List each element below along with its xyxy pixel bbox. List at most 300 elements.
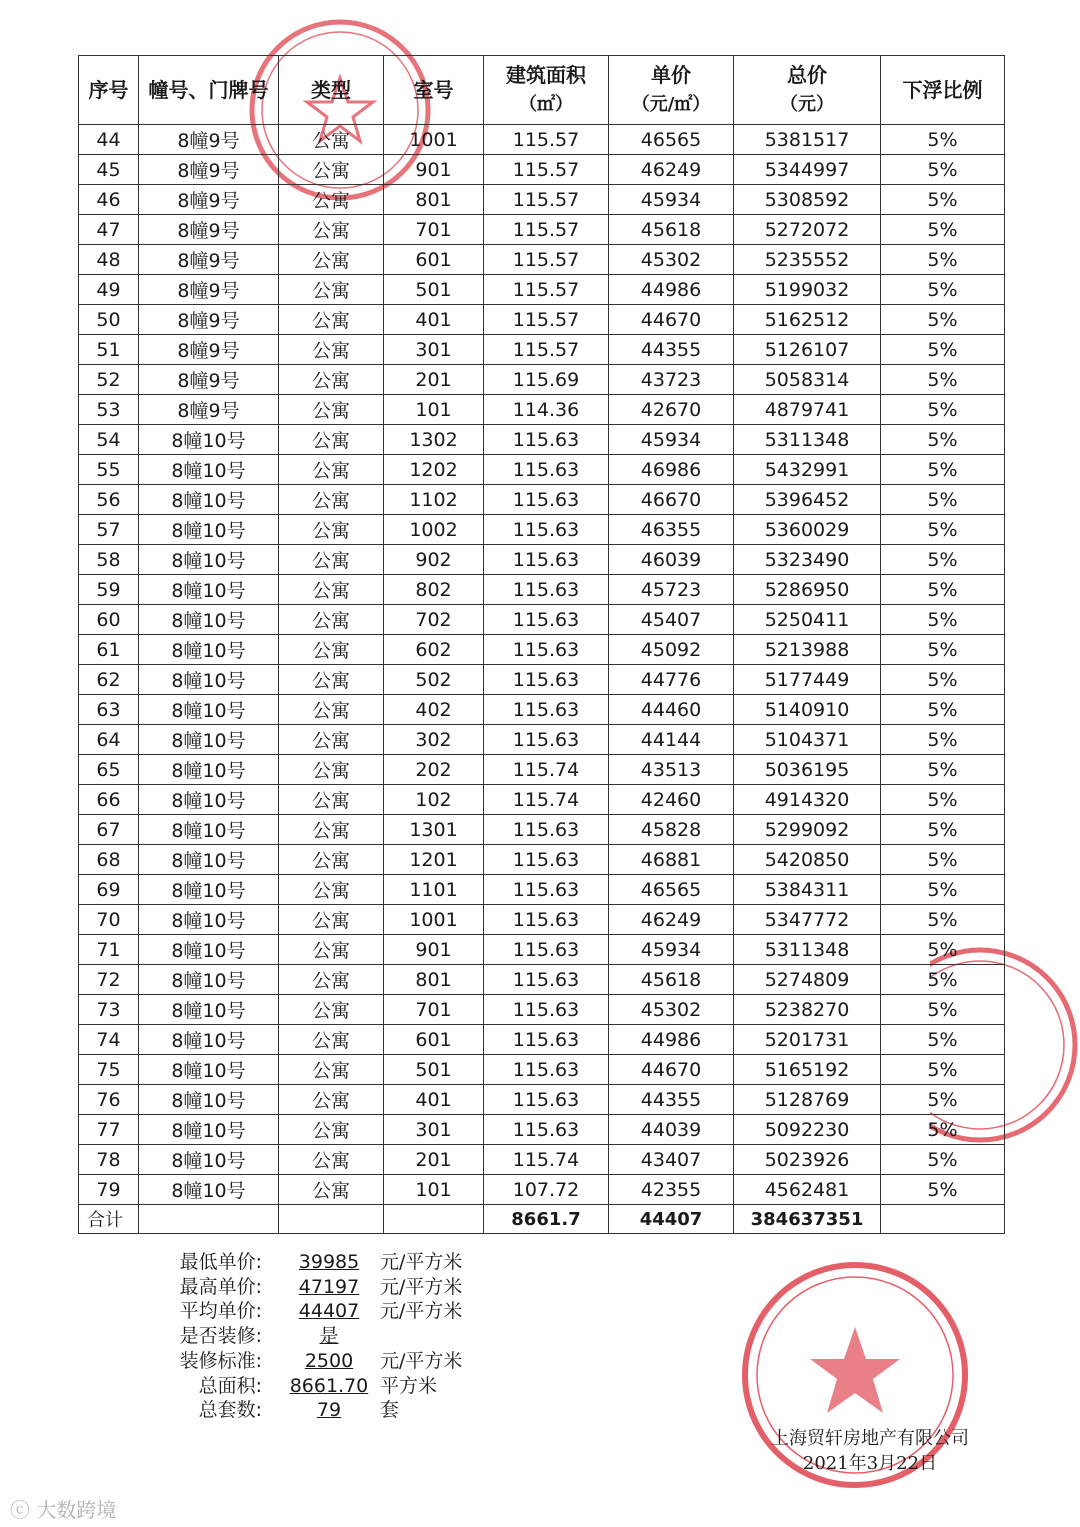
cell-area: 115.63 <box>484 635 609 665</box>
cell-seq: 60 <box>79 605 139 635</box>
cell-building-door: 8幢10号 <box>139 905 279 935</box>
cell-type: 公寓 <box>279 125 384 155</box>
cell-building-door: 8幢9号 <box>139 365 279 395</box>
table-row <box>79 1115 1005 1145</box>
cell-total-price: 5165192 <box>734 1055 881 1085</box>
table-row <box>79 995 1005 1025</box>
table-row <box>79 425 1005 455</box>
header-label: 建筑面积 <box>506 63 586 87</box>
header-type <box>279 56 384 125</box>
table-row <box>79 1175 1005 1205</box>
cell-room: 602 <box>384 635 484 665</box>
cell-unit-price: 46355 <box>609 515 734 545</box>
cell-type: 公寓 <box>279 395 384 425</box>
cell-type: 公寓 <box>279 515 384 545</box>
cell-unit-price: 45302 <box>609 245 734 275</box>
cell-area: 115.63 <box>484 935 609 965</box>
summary-block <box>170 1250 462 1423</box>
cell-discount-ratio: 5% <box>881 605 1005 635</box>
cell-building-door: 8幢10号 <box>139 725 279 755</box>
cell-room: 1201 <box>384 845 484 875</box>
header-label: 总价 <box>787 63 827 87</box>
cell-unit-price: 46881 <box>609 845 734 875</box>
cell-area: 107.72 <box>484 1175 609 1205</box>
table-row <box>79 125 1005 155</box>
cell-area: 115.63 <box>484 1055 609 1085</box>
cell-seq: 61 <box>79 635 139 665</box>
cell-total-price: 5104371 <box>734 725 881 755</box>
cell-discount-ratio: 5% <box>881 935 1005 965</box>
cell-room: 1001 <box>384 905 484 935</box>
summary-decoration-standard <box>170 1349 462 1374</box>
cell-building-door: 8幢10号 <box>139 785 279 815</box>
cell-unit-price: 44039 <box>609 1115 734 1145</box>
cell-room: 901 <box>384 155 484 185</box>
cell-discount-ratio: 5% <box>881 755 1005 785</box>
cell-room: 1202 <box>384 455 484 485</box>
total-row <box>79 1205 1005 1234</box>
table-row <box>79 365 1005 395</box>
cell-type: 公寓 <box>279 845 384 875</box>
summary-value: 是 <box>319 1325 339 1348</box>
table-row <box>79 1025 1005 1055</box>
cell-building-door: 8幢10号 <box>139 1055 279 1085</box>
cell-total-price: 5140910 <box>734 695 881 725</box>
cell-seq: 79 <box>79 1175 139 1205</box>
summary-value: 47197 <box>298 1275 360 1298</box>
cell-room: 301 <box>384 335 484 365</box>
cell-room: 902 <box>384 545 484 575</box>
table-row <box>79 605 1005 635</box>
cell-seq: 54 <box>79 425 139 455</box>
summary-label: 总套数: <box>198 1399 262 1422</box>
cell-type: 公寓 <box>279 815 384 845</box>
header-unit: （元） <box>780 94 834 115</box>
cell-building-door: 8幢10号 <box>139 1025 279 1055</box>
header-building-door <box>139 56 279 125</box>
cell-area: 115.63 <box>484 725 609 755</box>
cell-total-price: 5384311 <box>734 875 881 905</box>
cell-room: 1101 <box>384 875 484 905</box>
cell-room: 801 <box>384 965 484 995</box>
cell-area: 115.63 <box>484 875 609 905</box>
cell-area: 115.57 <box>484 185 609 215</box>
table-row <box>79 1055 1005 1085</box>
cell-type: 公寓 <box>279 1055 384 1085</box>
cell-unit-price: 46249 <box>609 905 734 935</box>
table-row <box>79 185 1005 215</box>
summary-label: 装修标准: <box>179 1349 262 1372</box>
cell-type: 公寓 <box>279 755 384 785</box>
cell-total-price: 5023926 <box>734 1145 881 1175</box>
summary-label: 是否装修: <box>179 1325 262 1348</box>
cell-building-door: 8幢10号 <box>139 935 279 965</box>
cell-discount-ratio: 5% <box>881 635 1005 665</box>
cell-discount-ratio: 5% <box>881 305 1005 335</box>
cell-discount-ratio: 5% <box>881 215 1005 245</box>
cell-building-door: 8幢10号 <box>139 485 279 515</box>
watermark-logo-icon: ⓒ <box>10 1498 37 1522</box>
cell-area: 115.63 <box>484 605 609 635</box>
cell-building-door: 8幢9号 <box>139 185 279 215</box>
cell-type: 公寓 <box>279 545 384 575</box>
table-row <box>79 305 1005 335</box>
cell-seq: 70 <box>79 905 139 935</box>
company-name: 上海贸轩房地产有限公司 <box>771 1428 969 1449</box>
cell-seq: 78 <box>79 1145 139 1175</box>
cell-total-price: 5036195 <box>734 755 881 785</box>
cell-total-price: 5235552 <box>734 245 881 275</box>
cell-room: 601 <box>384 1025 484 1055</box>
cell-seq: 45 <box>79 155 139 185</box>
cell-type: 公寓 <box>279 605 384 635</box>
cell-unit-price: 45723 <box>609 575 734 605</box>
cell-unit-price: 44355 <box>609 335 734 365</box>
summary-value: 8661.70 <box>289 1374 369 1397</box>
cell-room: 801 <box>384 185 484 215</box>
cell-unit-price: 46565 <box>609 125 734 155</box>
cell-discount-ratio: 5% <box>881 545 1005 575</box>
summary-min-price <box>170 1250 462 1275</box>
table-row <box>79 545 1005 575</box>
header-seq <box>79 56 139 125</box>
cell-type: 公寓 <box>279 185 384 215</box>
cell-building-door: 8幢10号 <box>139 1115 279 1145</box>
cell-discount-ratio: 5% <box>881 815 1005 845</box>
cell-area: 115.57 <box>484 335 609 365</box>
cell-unit-price: 45302 <box>609 995 734 1025</box>
cell-area: 115.63 <box>484 965 609 995</box>
cell-total-price: 5058314 <box>734 365 881 395</box>
summary-value: 44407 <box>298 1300 360 1323</box>
cell-seq: 62 <box>79 665 139 695</box>
cell-room: 701 <box>384 995 484 1025</box>
summary-avg-price <box>170 1299 462 1324</box>
cell-discount-ratio: 5% <box>881 395 1005 425</box>
cell-type: 公寓 <box>279 1115 384 1145</box>
total-price: 384637351 <box>734 1205 881 1234</box>
cell-room: 102 <box>384 785 484 815</box>
cell-total-price: 5238270 <box>734 995 881 1025</box>
cell-total-price: 5201731 <box>734 1025 881 1055</box>
cell-discount-ratio: 5% <box>881 185 1005 215</box>
cell-building-door: 8幢10号 <box>139 695 279 725</box>
header-total-price <box>734 56 881 125</box>
cell-type: 公寓 <box>279 665 384 695</box>
cell-room: 302 <box>384 725 484 755</box>
cell-total-price: 5347772 <box>734 905 881 935</box>
cell-discount-ratio: 5% <box>881 905 1005 935</box>
cell-area: 115.74 <box>484 785 609 815</box>
cell-total-price: 5274809 <box>734 965 881 995</box>
cell-seq: 53 <box>79 395 139 425</box>
summary-value: 39985 <box>298 1251 360 1273</box>
cell-room: 702 <box>384 605 484 635</box>
cell-building-door: 8幢10号 <box>139 425 279 455</box>
cell-area: 115.57 <box>484 275 609 305</box>
table-row <box>79 755 1005 785</box>
cell-area: 115.63 <box>484 515 609 545</box>
table-row <box>79 455 1005 485</box>
table-row <box>79 215 1005 245</box>
cell-discount-ratio: 5% <box>881 1055 1005 1085</box>
cell-unit-price: 45407 <box>609 605 734 635</box>
empty-cell <box>139 1205 279 1234</box>
cell-discount-ratio: 5% <box>881 455 1005 485</box>
cell-seq: 68 <box>79 845 139 875</box>
table-row <box>79 335 1005 365</box>
cell-unit-price: 45828 <box>609 815 734 845</box>
cell-seq: 72 <box>79 965 139 995</box>
cell-seq: 66 <box>79 785 139 815</box>
cell-room: 201 <box>384 365 484 395</box>
total-unit-price: 44407 <box>609 1205 734 1234</box>
table-row <box>79 875 1005 905</box>
cell-seq: 64 <box>79 725 139 755</box>
cell-type: 公寓 <box>279 875 384 905</box>
table-row <box>79 1145 1005 1175</box>
header-unit-price <box>609 56 734 125</box>
cell-discount-ratio: 5% <box>881 515 1005 545</box>
cell-room: 301 <box>384 1115 484 1145</box>
cell-room: 401 <box>384 305 484 335</box>
cell-seq: 63 <box>79 695 139 725</box>
cell-room: 201 <box>384 1145 484 1175</box>
cell-building-door: 8幢10号 <box>139 575 279 605</box>
header-unit: （元/㎡） <box>631 94 711 115</box>
cell-seq: 67 <box>79 815 139 845</box>
total-label: 合计 <box>79 1205 139 1234</box>
empty-cell <box>881 1205 1005 1234</box>
cell-seq: 52 <box>79 365 139 395</box>
cell-type: 公寓 <box>279 275 384 305</box>
cell-type: 公寓 <box>279 485 384 515</box>
summary-label: 平均单价: <box>179 1300 262 1323</box>
cell-building-door: 8幢9号 <box>139 245 279 275</box>
summary-max-price <box>170 1275 462 1300</box>
cell-area: 115.74 <box>484 755 609 785</box>
cell-building-door: 8幢10号 <box>139 605 279 635</box>
cell-discount-ratio: 5% <box>881 425 1005 455</box>
cell-total-price: 5162512 <box>734 305 881 335</box>
cell-total-price: 5308592 <box>734 185 881 215</box>
cell-seq: 76 <box>79 1085 139 1115</box>
cell-total-price: 5381517 <box>734 125 881 155</box>
summary-unit: 套 <box>380 1399 400 1422</box>
cell-total-price: 4914320 <box>734 785 881 815</box>
cell-building-door: 8幢10号 <box>139 545 279 575</box>
cell-total-price: 5250411 <box>734 605 881 635</box>
cell-type: 公寓 <box>279 695 384 725</box>
summary-label: 最高单价: <box>179 1275 262 1298</box>
cell-unit-price: 45934 <box>609 425 734 455</box>
cell-discount-ratio: 5% <box>881 275 1005 305</box>
cell-unit-price: 45618 <box>609 215 734 245</box>
cell-type: 公寓 <box>279 1145 384 1175</box>
cell-type: 公寓 <box>279 305 384 335</box>
cell-building-door: 8幢10号 <box>139 965 279 995</box>
cell-room: 1302 <box>384 425 484 455</box>
header-label: 单价 <box>651 63 691 87</box>
cell-unit-price: 44355 <box>609 1085 734 1115</box>
cell-unit-price: 43513 <box>609 755 734 785</box>
cell-seq: 65 <box>79 755 139 785</box>
summary-unit: 元/平方米 <box>380 1275 463 1298</box>
cell-seq: 55 <box>79 455 139 485</box>
cell-seq: 51 <box>79 335 139 365</box>
cell-building-door: 8幢9号 <box>139 125 279 155</box>
cell-type: 公寓 <box>279 425 384 455</box>
cell-discount-ratio: 5% <box>881 785 1005 815</box>
table-row <box>79 575 1005 605</box>
cell-room: 901 <box>384 935 484 965</box>
cell-building-door: 8幢9号 <box>139 215 279 245</box>
cell-unit-price: 46249 <box>609 155 734 185</box>
cell-building-door: 8幢10号 <box>139 845 279 875</box>
cell-building-door: 8幢9号 <box>139 395 279 425</box>
cell-type: 公寓 <box>279 935 384 965</box>
cell-seq: 73 <box>79 995 139 1025</box>
cell-unit-price: 46670 <box>609 485 734 515</box>
cell-total-price: 5199032 <box>734 275 881 305</box>
cell-building-door: 8幢10号 <box>139 515 279 545</box>
cell-seq: 71 <box>79 935 139 965</box>
table-row <box>79 935 1005 965</box>
cell-area: 115.63 <box>484 485 609 515</box>
cell-building-door: 8幢10号 <box>139 1175 279 1205</box>
cell-unit-price: 44776 <box>609 665 734 695</box>
cell-room: 1301 <box>384 815 484 845</box>
cell-seq: 57 <box>79 515 139 545</box>
summary-label: 总面积: <box>198 1374 262 1397</box>
cell-building-door: 8幢9号 <box>139 305 279 335</box>
header-label: 室号 <box>413 78 454 102</box>
cell-type: 公寓 <box>279 1175 384 1205</box>
cell-area: 115.63 <box>484 665 609 695</box>
empty-cell <box>384 1205 484 1234</box>
cell-area: 115.63 <box>484 1025 609 1055</box>
cell-total-price: 5092230 <box>734 1115 881 1145</box>
cell-type: 公寓 <box>279 1025 384 1055</box>
cell-unit-price: 44670 <box>609 305 734 335</box>
price-table <box>78 55 1005 1234</box>
cell-discount-ratio: 5% <box>881 245 1005 275</box>
cell-seq: 75 <box>79 1055 139 1085</box>
cell-discount-ratio: 5% <box>881 1025 1005 1055</box>
header-discount-ratio <box>881 56 1005 125</box>
cell-seq: 49 <box>79 275 139 305</box>
header-label: 类型 <box>311 78 351 102</box>
cell-type: 公寓 <box>279 575 384 605</box>
cell-room: 202 <box>384 755 484 785</box>
cell-total-price: 5420850 <box>734 845 881 875</box>
cell-area: 115.63 <box>484 995 609 1025</box>
cell-total-price: 5128769 <box>734 1085 881 1115</box>
cell-area: 115.63 <box>484 815 609 845</box>
cell-seq: 47 <box>79 215 139 245</box>
cell-building-door: 8幢9号 <box>139 275 279 305</box>
summary-unit: 元/平方米 <box>380 1251 463 1273</box>
cell-unit-price: 44144 <box>609 725 734 755</box>
cell-seq: 44 <box>79 125 139 155</box>
cell-discount-ratio: 5% <box>881 1175 1005 1205</box>
cell-unit-price: 42355 <box>609 1175 734 1205</box>
cell-seq: 59 <box>79 575 139 605</box>
table-row <box>79 515 1005 545</box>
cell-total-price: 4879741 <box>734 395 881 425</box>
cell-unit-price: 44986 <box>609 275 734 305</box>
cell-unit-price: 46039 <box>609 545 734 575</box>
header-label: 幢号、门牌号 <box>148 78 269 102</box>
cell-type: 公寓 <box>279 965 384 995</box>
cell-unit-price: 43723 <box>609 365 734 395</box>
cell-total-price: 4562481 <box>734 1175 881 1205</box>
summary-unit: 平方米 <box>380 1374 438 1397</box>
cell-area: 115.63 <box>484 845 609 875</box>
cell-area: 115.63 <box>484 425 609 455</box>
cell-discount-ratio: 5% <box>881 845 1005 875</box>
table-row <box>79 965 1005 995</box>
summary-label: 最低单价: <box>179 1251 262 1273</box>
cell-room: 601 <box>384 245 484 275</box>
cell-building-door: 8幢9号 <box>139 155 279 185</box>
cell-area: 115.57 <box>484 245 609 275</box>
table-row <box>79 665 1005 695</box>
header-area <box>484 56 609 125</box>
cell-building-door: 8幢10号 <box>139 995 279 1025</box>
cell-discount-ratio: 5% <box>881 365 1005 395</box>
table-row <box>79 845 1005 875</box>
cell-building-door: 8幢10号 <box>139 1085 279 1115</box>
header-label: 序号 <box>88 78 129 102</box>
summary-value: 79 <box>316 1399 342 1422</box>
cell-building-door: 8幢9号 <box>139 335 279 365</box>
cell-room: 1002 <box>384 515 484 545</box>
cell-room: 101 <box>384 1175 484 1205</box>
cell-discount-ratio: 5% <box>881 875 1005 905</box>
table-row <box>79 1085 1005 1115</box>
cell-seq: 58 <box>79 545 139 575</box>
cell-seq: 48 <box>79 245 139 275</box>
summary-total-units <box>170 1398 462 1423</box>
table-row <box>79 635 1005 665</box>
cell-room: 1001 <box>384 125 484 155</box>
table-row <box>79 905 1005 935</box>
table-row <box>79 245 1005 275</box>
cell-discount-ratio: 5% <box>881 155 1005 185</box>
header-label: 下浮比例 <box>902 78 983 102</box>
cell-room: 501 <box>384 275 484 305</box>
cell-area: 115.69 <box>484 365 609 395</box>
issue-date: 2021年3月22日 <box>802 1453 938 1474</box>
cell-unit-price: 42670 <box>609 395 734 425</box>
total-area: 8661.7 <box>484 1205 609 1234</box>
cell-total-price: 5272072 <box>734 215 881 245</box>
cell-seq: 74 <box>79 1025 139 1055</box>
cell-building-door: 8幢10号 <box>139 635 279 665</box>
cell-building-door: 8幢10号 <box>139 875 279 905</box>
cell-room: 402 <box>384 695 484 725</box>
cell-discount-ratio: 5% <box>881 695 1005 725</box>
cell-area: 115.74 <box>484 1145 609 1175</box>
cell-room: 802 <box>384 575 484 605</box>
cell-area: 115.63 <box>484 905 609 935</box>
cell-total-price: 5177449 <box>734 665 881 695</box>
cell-total-price: 5286950 <box>734 575 881 605</box>
cell-discount-ratio: 5% <box>881 725 1005 755</box>
cell-discount-ratio: 5% <box>881 665 1005 695</box>
cell-unit-price: 44986 <box>609 1025 734 1055</box>
